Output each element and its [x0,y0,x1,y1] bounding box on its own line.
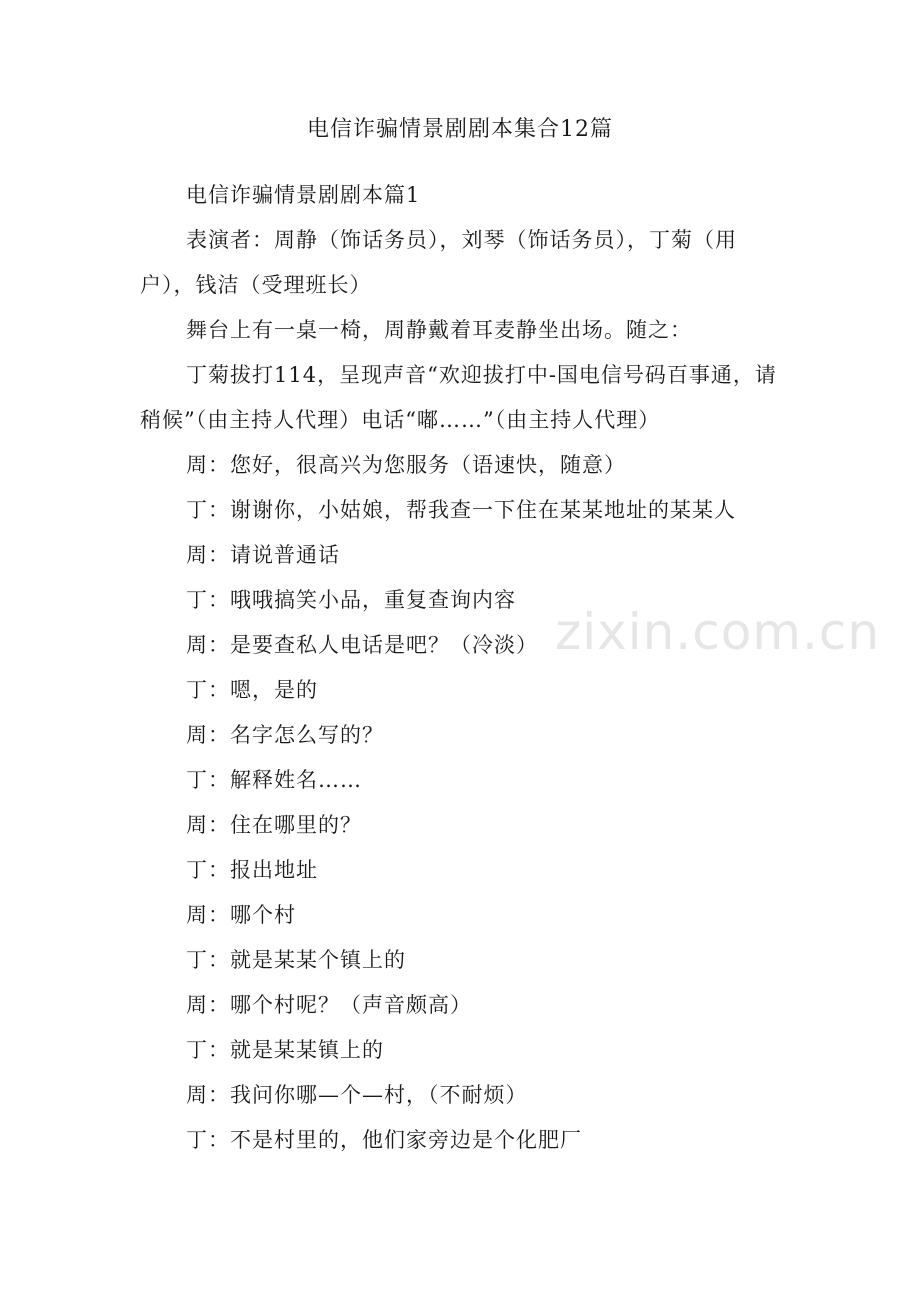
document-body [140,173,780,1163]
dialogue-line: 丁：就是某某镇上的 [186,1038,384,1062]
stage-direction: 丁菊拔打114，呈现声音“欢迎拔打中-国电信号码百事通，请稍候”（由主持人代理）电话“嘟……”（由主持人代理） [140,363,777,432]
dialogue-line: 丁：谢谢你，小姑娘，帮我查一下住在某某地址的某某人 [186,498,736,522]
dialogue-line: 周：是要查私人电话是吧？（冷淡） [186,633,538,657]
dialogue-line: 丁：嗯，是的 [186,678,318,702]
dialogue-line: 丁：哦哦搞笑小品，重复查询内容 [186,588,516,612]
dialogue-line: 丁：解释姓名…… [186,768,362,792]
dialogue-line: 周：名字怎么写的？ [186,723,384,747]
cast-paragraph: 表演者：周静（饰话务员），刘琴（饰话务员），丁菊（用户），钱洁（受理班长） [140,228,737,297]
dialogue-line: 周：我问你哪—个—村，（不耐烦） [186,1083,528,1107]
stage-direction: 舞台上有一桌一椅，周静戴着耳麦静坐出场。随之： [186,318,692,342]
dialogue-line: 丁：不是村里的，他们家旁边是个化肥厂 [186,1128,582,1152]
watermark: zixin.com.cn [555,603,881,661]
dialogue-line: 周：请说普通话 [186,543,340,567]
section-heading: 电信诈骗情景剧剧本篇1 [186,183,421,207]
dialogue-line: 丁：报出地址 [186,858,318,882]
dialogue-line: 周：哪个村 [186,903,296,927]
dialogue-line: 周：哪个村呢？（声音颇高） [186,993,472,1017]
dialogue-line: 丁：就是某某个镇上的 [186,948,406,972]
document-title: 电信诈骗情景剧剧本集合12篇 [307,117,613,142]
dialogue-line: 周：住在哪里的？ [186,813,362,837]
dialogue-line: 周：您好，很高兴为您服务（语速快，随意） [186,453,626,477]
